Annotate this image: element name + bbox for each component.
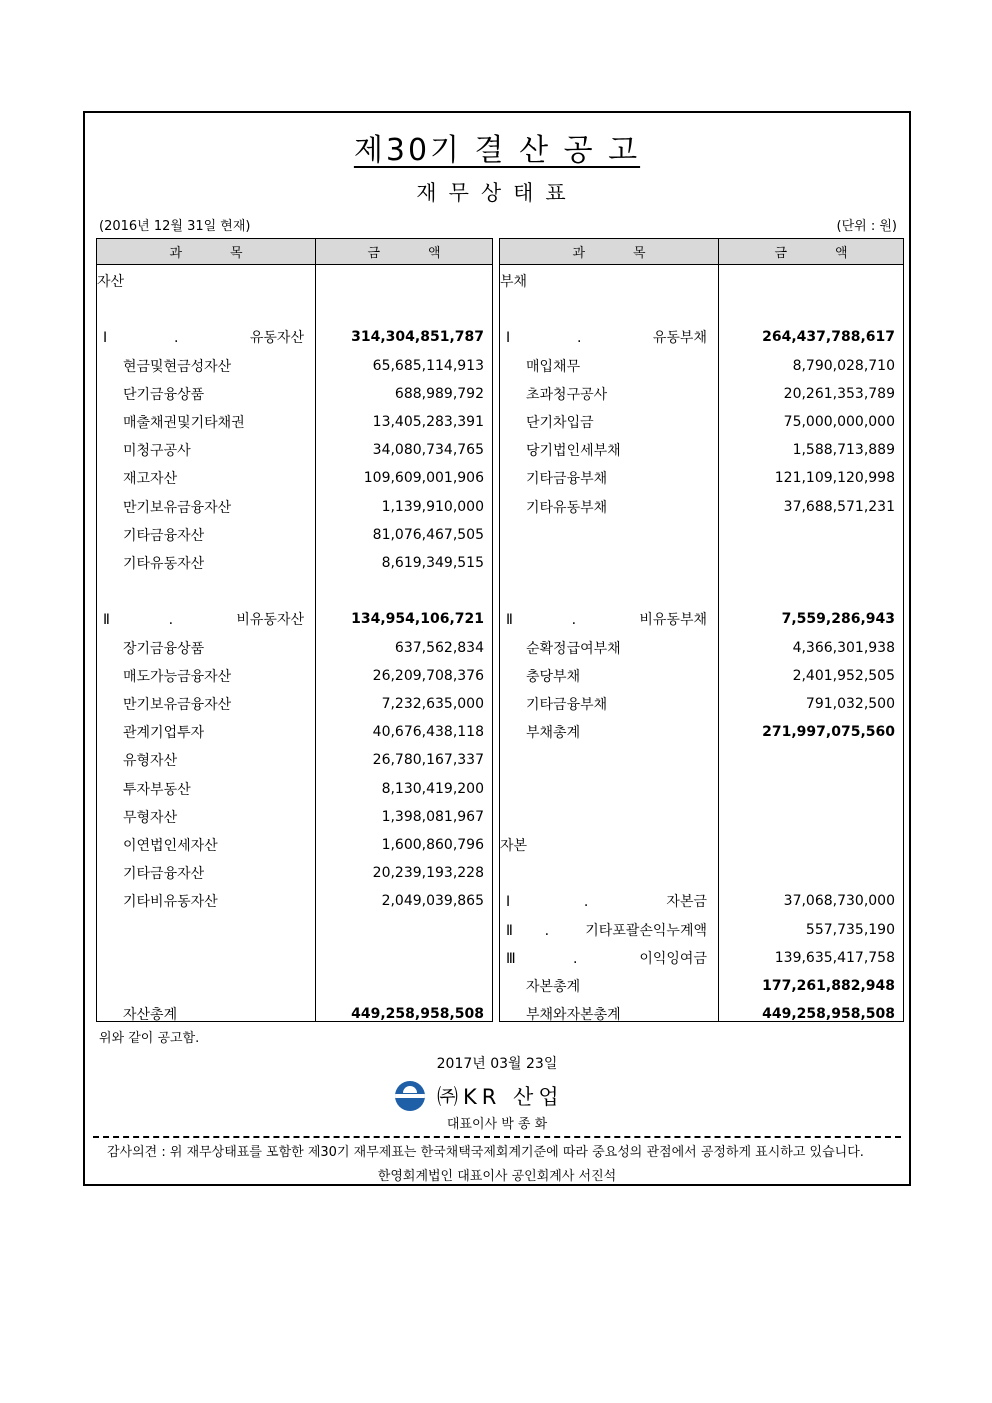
row-amount: 121,109,120,998 bbox=[774, 470, 895, 487]
row-amount: 4,366,301,938 bbox=[792, 639, 895, 656]
assets-table-body bbox=[97, 265, 492, 1024]
row-item-name: 자본 bbox=[500, 838, 528, 854]
table-row bbox=[97, 464, 492, 492]
unit-label: (단위 : 원) bbox=[836, 219, 897, 234]
row-item-name: 기타금융부채 bbox=[526, 471, 608, 488]
row-item-name: 재고자산 bbox=[123, 471, 178, 488]
row-amount: 1,139,910,000 bbox=[381, 498, 484, 515]
row-item-name: 만기보유금융자산 bbox=[123, 697, 232, 713]
auditor-name: 한영회계법인 대표이사 공인회계사 서진석 bbox=[377, 1169, 617, 1184]
table-row bbox=[500, 464, 903, 492]
table-row bbox=[97, 634, 492, 662]
row-item-name: 미청구공사 bbox=[123, 443, 191, 460]
amount-header: 금액 bbox=[774, 246, 896, 261]
table-row bbox=[500, 295, 903, 323]
table-row bbox=[97, 887, 492, 915]
company-logo-icon bbox=[395, 1081, 425, 1111]
notice-text: 위와 같이 공고함. bbox=[99, 1031, 200, 1046]
as-of-date: (2016년 12월 31일 현재) bbox=[99, 219, 251, 234]
row-item-name: 당기법인세부채 bbox=[526, 443, 621, 460]
table-row bbox=[500, 549, 903, 577]
table-row bbox=[500, 380, 903, 408]
table-row bbox=[97, 323, 492, 351]
page-title: 제30기 결 산 공 고 bbox=[353, 133, 641, 168]
table-row bbox=[500, 1000, 903, 1028]
row-amount: 637,562,834 bbox=[394, 639, 484, 656]
row-amount: 26,780,167,337 bbox=[372, 752, 484, 769]
audit-opinion: 감사의견 : 위 재무상태표를 포함한 제30기 재무제표는 한국채택국제회계기준에 따라 중요성의 관점에서 공정하게 표시하고 있습니다. bbox=[107, 1145, 864, 1160]
table-row bbox=[97, 746, 492, 774]
row-item-name: 초과청구공사 bbox=[526, 386, 608, 403]
row-item-name: 관계기업투자 bbox=[123, 725, 205, 742]
row-amount: 1,600,860,796 bbox=[381, 837, 484, 853]
row-amount: 13,405,283,391 bbox=[372, 414, 484, 430]
liabilities-equity-table bbox=[499, 238, 904, 1022]
table-row bbox=[97, 831, 492, 859]
row-item-name: 기타유동자산 bbox=[123, 556, 205, 572]
row-item-name: 장기금융상품 bbox=[123, 640, 205, 657]
table-row bbox=[500, 718, 903, 746]
table-row bbox=[97, 493, 492, 521]
row-item-name: 자산 bbox=[97, 274, 125, 290]
notice-date: 2017년 03월 23일 bbox=[436, 1056, 558, 1072]
row-amount: 8,790,028,710 bbox=[792, 357, 895, 374]
ceo-name: 대표이사 박 종 화 bbox=[446, 1117, 548, 1132]
table-row bbox=[500, 662, 903, 690]
row-item-name: 기타금융자산 bbox=[123, 866, 205, 883]
row-amount: 271,997,075,560 bbox=[762, 724, 895, 741]
row-item-name: 자산총계 bbox=[123, 1007, 178, 1024]
table-row bbox=[500, 803, 903, 831]
table-row bbox=[500, 408, 903, 436]
row-item-name: Ⅰ. 유동부채 bbox=[506, 330, 707, 347]
row-item-name: 부채 bbox=[500, 274, 528, 290]
row-amount: 139,635,417,758 bbox=[774, 949, 895, 966]
table-row bbox=[500, 746, 903, 774]
amount-header: 금액 bbox=[367, 246, 489, 261]
table-row bbox=[97, 549, 492, 577]
row-item-name: 단기차입금 bbox=[526, 415, 594, 431]
table-row bbox=[97, 577, 492, 605]
row-amount: 8,619,349,515 bbox=[381, 555, 484, 571]
table-row bbox=[97, 436, 492, 464]
row-item-name: 유형자산 bbox=[123, 753, 178, 770]
table-row bbox=[500, 436, 903, 464]
table-row bbox=[97, 690, 492, 718]
row-item-name: Ⅰ. 자본금 bbox=[506, 894, 707, 911]
table-row bbox=[97, 295, 492, 323]
row-amount: 40,676,438,118 bbox=[372, 724, 484, 741]
row-amount: 449,258,958,508 bbox=[762, 1006, 895, 1023]
table-row bbox=[500, 972, 903, 1000]
table-row bbox=[97, 916, 492, 944]
table-row bbox=[500, 493, 903, 521]
announcement-frame bbox=[83, 111, 911, 1186]
row-amount: 1,588,713,889 bbox=[792, 442, 895, 459]
row-amount: 177,261,882,948 bbox=[762, 978, 895, 994]
row-item-name: 매도가능금융자산 bbox=[123, 668, 232, 685]
row-item-name: Ⅱ. 기타포괄손익누계액 bbox=[506, 922, 707, 939]
table-row bbox=[500, 323, 903, 351]
row-amount: 1,398,081,967 bbox=[381, 808, 484, 825]
company-name: ㈜KR 산업 bbox=[437, 1085, 564, 1109]
table-row bbox=[97, 944, 492, 972]
liabilities-table-header bbox=[500, 239, 903, 265]
row-amount: 2,049,039,865 bbox=[381, 893, 484, 910]
row-item-name: 기타비유동자산 bbox=[123, 894, 218, 911]
table-row bbox=[500, 267, 903, 295]
row-amount: 557,735,190 bbox=[805, 921, 895, 938]
table-row bbox=[97, 803, 492, 831]
row-item-name: 투자부동산 bbox=[123, 781, 191, 798]
table-row bbox=[500, 634, 903, 662]
table-row bbox=[97, 718, 492, 746]
row-amount: 20,239,193,228 bbox=[372, 865, 484, 882]
table-row bbox=[97, 859, 492, 887]
company-name-block bbox=[395, 1080, 564, 1112]
row-amount: 7,559,286,943 bbox=[781, 611, 895, 628]
row-amount: 20,261,353,789 bbox=[783, 385, 895, 402]
table-row bbox=[97, 352, 492, 380]
dashed-divider bbox=[93, 1136, 901, 1138]
row-amount: 688,989,792 bbox=[394, 385, 484, 402]
row-item-name: 현금및현금성자산 bbox=[123, 358, 232, 375]
row-amount: 26,209,708,376 bbox=[372, 667, 484, 684]
table-row bbox=[500, 831, 903, 859]
table-row bbox=[97, 605, 492, 633]
table-row bbox=[97, 408, 492, 436]
row-item-name: 부채와자본총계 bbox=[526, 1007, 621, 1024]
table-row bbox=[500, 916, 903, 944]
row-item-name: 기타금융부채 bbox=[526, 697, 608, 713]
row-amount: 34,080,734,765 bbox=[372, 442, 484, 459]
row-item-name: 단기금융상품 bbox=[123, 386, 205, 403]
table-row bbox=[97, 775, 492, 803]
row-item-name: 이연법인세자산 bbox=[123, 838, 218, 854]
row-amount: 37,068,730,000 bbox=[783, 893, 895, 910]
row-item-name: 충당부채 bbox=[526, 668, 581, 685]
row-item-name: 매출채권및기타채권 bbox=[123, 415, 245, 431]
row-item-name: 기타유동부채 bbox=[526, 499, 608, 516]
assets-table bbox=[96, 238, 493, 1022]
row-amount: 449,258,958,508 bbox=[351, 1006, 484, 1023]
row-amount: 134,954,106,721 bbox=[351, 611, 484, 628]
table-row bbox=[97, 662, 492, 690]
row-item-name: 만기보유금융자산 bbox=[123, 499, 232, 516]
table-row bbox=[500, 944, 903, 972]
row-amount: 81,076,467,505 bbox=[372, 526, 484, 543]
row-amount: 65,685,114,913 bbox=[372, 357, 484, 374]
row-item-name: Ⅲ. 이익잉여금 bbox=[506, 950, 707, 967]
row-item-name: 매입채무 bbox=[526, 358, 581, 375]
row-amount: 109,609,001,906 bbox=[363, 470, 484, 487]
table-row bbox=[97, 972, 492, 1000]
table-row bbox=[500, 605, 903, 633]
table-row bbox=[97, 1000, 492, 1028]
row-item-name: Ⅱ. 비유동부채 bbox=[506, 612, 707, 629]
table-row bbox=[500, 775, 903, 803]
row-amount: 75,000,000,000 bbox=[783, 414, 895, 430]
table-row bbox=[500, 577, 903, 605]
row-amount: 37,688,571,231 bbox=[783, 498, 895, 515]
page-subtitle: 재무상태표 bbox=[416, 181, 578, 205]
row-item-name: Ⅱ. 비유동자산 bbox=[103, 612, 304, 629]
table-row bbox=[97, 380, 492, 408]
row-item-name: Ⅰ. 유동자산 bbox=[103, 330, 304, 347]
row-amount: 8,130,419,200 bbox=[381, 780, 484, 797]
row-item-name: 무형자산 bbox=[123, 809, 178, 826]
table-row bbox=[500, 859, 903, 887]
table-row bbox=[500, 521, 903, 549]
row-item-name: 부채총계 bbox=[526, 725, 581, 742]
table-row bbox=[500, 690, 903, 718]
item-header: 과목 bbox=[500, 239, 719, 264]
table-row bbox=[97, 267, 492, 295]
row-item-name: 기타금융자산 bbox=[123, 527, 205, 544]
row-amount: 7,232,635,000 bbox=[381, 696, 484, 712]
row-item-name: 순확정급여부채 bbox=[526, 640, 621, 657]
row-item-name: 자본총계 bbox=[526, 979, 581, 995]
assets-table-header bbox=[97, 239, 492, 265]
table-row bbox=[500, 887, 903, 915]
item-header: 과목 bbox=[97, 239, 316, 264]
table-row bbox=[97, 521, 492, 549]
liabilities-table-body bbox=[500, 265, 903, 1024]
row-amount: 791,032,500 bbox=[805, 696, 895, 712]
row-amount: 314,304,851,787 bbox=[351, 329, 484, 346]
table-row bbox=[500, 352, 903, 380]
row-amount: 2,401,952,505 bbox=[792, 667, 895, 684]
row-amount: 264,437,788,617 bbox=[762, 329, 895, 346]
